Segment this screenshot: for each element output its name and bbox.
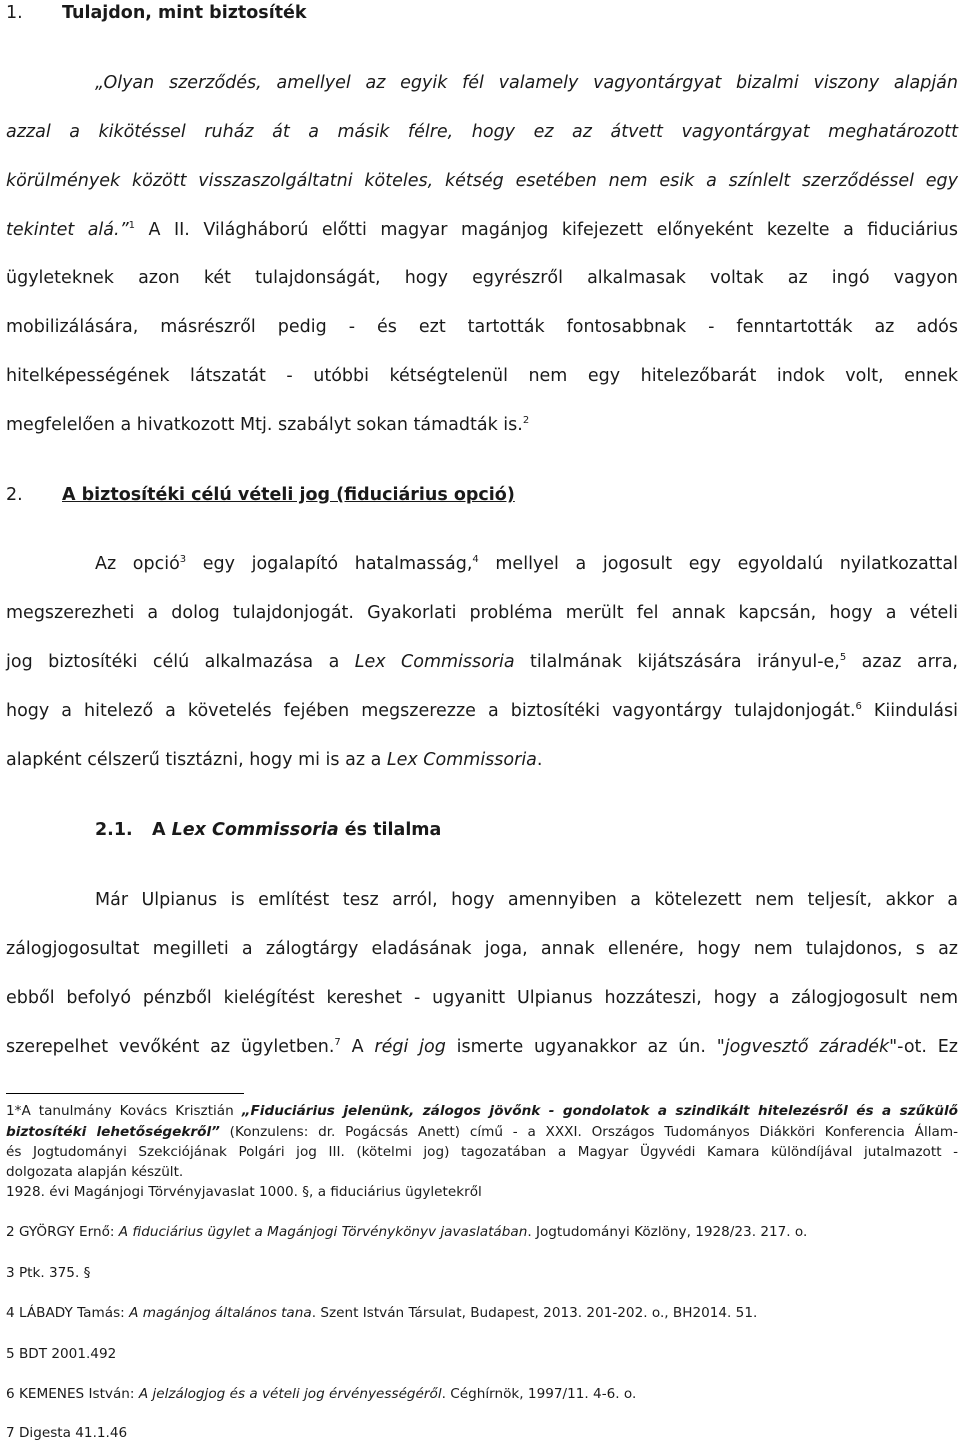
footnote-text: . Céghírnök, 1997/11. 4-6. o.: [441, 1386, 637, 1402]
body-text: alapként célszerű tisztázni, hogy mi is az a: [6, 750, 387, 770]
heading-title-italic: Lex Commissoria: [171, 820, 339, 840]
footnote-text: (Konzulens: dr. Pogácsás Anett) című - a XXXI. Országos Tudományos Diákköri Konferencia Állam-: [219, 1124, 958, 1140]
footnote-separator: [6, 1093, 244, 1094]
footnote-title: A fiduciárius ügylet a Magánjogi Törvénykönyv javaslatában: [118, 1224, 528, 1240]
paragraph-line: [6, 1035, 958, 1059]
body-text: egy jogalapító hatalmasság,: [186, 554, 473, 574]
footnote-text: 6 KEMENES István:: [6, 1386, 139, 1402]
footnote-5: 5 BDT 2001.492: [6, 1346, 117, 1362]
footnote-ref: 1: [128, 220, 136, 231]
paragraph-line: [95, 552, 958, 576]
footnote-ref: 4: [472, 554, 479, 565]
footnote-title: biztosítéki lehetőségekről”: [6, 1124, 220, 1140]
heading-number: 2.: [6, 485, 23, 505]
body-text: Az opció: [95, 554, 180, 574]
footnote-text: . Jogtudományi Közlöny, 1928/23. 217. o.: [527, 1224, 808, 1240]
body-text: ismerte ugyanakkor az ún. ": [445, 1037, 725, 1057]
heading-title: A: [152, 820, 172, 840]
body-text: "-ot. Ez: [889, 1037, 958, 1057]
paragraph-line: [6, 699, 958, 723]
section-heading-3: [95, 818, 441, 842]
body-text: jog biztosítéki célú alkalmazása a: [6, 652, 355, 672]
quote-text: tekintet alá.”: [6, 220, 129, 240]
footnote-text: 1*A tanulmány Kovács Krisztián: [6, 1103, 242, 1119]
heading-title: és tilalma: [338, 820, 442, 840]
italic-term: régi jog: [374, 1037, 446, 1057]
paragraph-line: [6, 748, 542, 772]
footnote-text: . Szent István Társulat, Budapest, 2013. 201-202. o., BH2014. 51.: [311, 1305, 758, 1321]
footnote-line: 1928. évi Magánjogi Törvényjavaslat 1000. §, a fiduciárius ügyletekről: [6, 1184, 482, 1200]
quote-line: azzal a kikötéssel ruház át a másik félre, hogy ez az átvett vagyontárgyat meghatározott: [6, 122, 958, 142]
footnote-ref: 6: [855, 701, 862, 712]
body-text: megfelelően a hivatkozott Mtj. szabályt sokan támadták is.: [6, 415, 523, 435]
section-heading-1: [6, 1, 307, 25]
heading-title: Tulajdon, mint biztosíték: [62, 3, 307, 23]
footnote-title: A jelzálogjog és a vételi jog érvényességéről: [138, 1386, 442, 1402]
italic-term: Lex Commissoria: [354, 652, 515, 672]
body-text: szerepelhet vevőként az ügyletben.: [6, 1037, 335, 1057]
heading-title: A biztosítéki célú vételi jog (fiduciárius opció): [62, 485, 515, 505]
heading-number: 1.: [6, 3, 23, 23]
footnote-ref: 2: [522, 415, 530, 426]
footnote-4: [6, 1304, 757, 1323]
footnote-text: 2 GYÖRGY Ernő:: [6, 1224, 119, 1240]
body-text: tilalmának kijátszására irányul-e,: [514, 652, 840, 672]
paragraph-line: ügyleteknek azon két tulajdonságát, hogy egyrészről alkalmasak voltak az ingó vagyon: [6, 268, 958, 288]
paragraph-line: [6, 413, 529, 437]
paragraph-line: mobilizálására, másrészről pedig - és ezt tartották fontosabbnak - fenntartották az adós: [6, 317, 958, 337]
footnote-line: dolgozata alapján készült.: [6, 1164, 184, 1180]
footnote-ref: 7: [334, 1037, 341, 1048]
footnote-line: [6, 1123, 958, 1142]
footnote-3: 3 Ptk. 375. §: [6, 1265, 91, 1281]
body-text: Kiindulási: [861, 701, 958, 721]
footnote-7: 7 Digesta 41.1.46: [6, 1425, 128, 1441]
body-text: azaz arra,: [846, 652, 958, 672]
quote-end-line: [6, 218, 958, 242]
footnote-ref: 3: [179, 554, 187, 565]
body-text: A: [340, 1037, 375, 1057]
footnote-text: 4 LÁBADY Tamás:: [6, 1305, 130, 1321]
body-text: hogy a hitelező a követelés fejében megszerezze a biztosítéki vagyontárgy tulajdonjogát.: [6, 701, 856, 721]
paragraph-line: Már Ulpianus is említést tesz arról, hogy amennyiben a kötelezett nem teljesít, akkor a: [95, 890, 958, 910]
paragraph-line: zálogjogosultat megilleti a zálogtárgy eladásának joga, annak ellenére, hogy nem tulajdonos, s az: [6, 939, 958, 959]
italic-term: jogvesztő záradék: [724, 1037, 890, 1057]
body-text: mellyel a jogosult egy egyoldalú nyilatkozattal: [478, 554, 959, 574]
footnote-6: [6, 1385, 636, 1404]
paragraph-line: ebből befolyó pénzből kielégítést kereshet - ugyanitt Ulpianus hozzáteszi, hogy a zálogjogosult nem: [6, 988, 958, 1008]
body-text: A II. Világháború előtti magyar magánjog kifejezett előnyeként kezelte a fiduciárius: [135, 220, 958, 240]
paragraph-line: hitelképességének látszatát - utóbbi kétségtelenül nem egy hitelezőbarát indok volt, ennek: [6, 366, 958, 386]
paragraph-line: [6, 650, 958, 674]
section-heading-2: [6, 483, 515, 507]
quote-line: „Olyan szerződés, amellyel az egyik fél valamely vagyontárgyat bizalmi viszony alapján: [95, 73, 958, 93]
paragraph-line: megszerezheti a dolog tulajdonjogát. Gyakorlati probléma merült fel annak kapcsán, hogy a vételi: [6, 603, 958, 623]
footnote-line: [6, 1102, 958, 1121]
footnote-title: A magánjog általános tana: [129, 1305, 312, 1321]
footnote-ref: 5: [839, 652, 847, 663]
heading-number: 2.1.: [95, 820, 133, 840]
footnote-2: [6, 1223, 807, 1242]
footnote-line: és Jogtudományi Szekciójának Polgári jog III. (kötelmi jog) tagozatában a Magyar Ügyvédi Kamara különdíjával jutalmazott -: [6, 1144, 958, 1160]
quote-line: körülmények között visszaszolgáltatni köteles, kétség esetében nem esik a színlelt szerződéssel egy: [6, 171, 958, 191]
body-text: .: [536, 750, 543, 770]
italic-term: Lex Commissoria: [386, 750, 537, 770]
footnote-title: „Fiduciárius jelenünk, zálogos jövőnk - gondolatok a szindikált hitelezésről és a szűkülő: [241, 1103, 958, 1119]
